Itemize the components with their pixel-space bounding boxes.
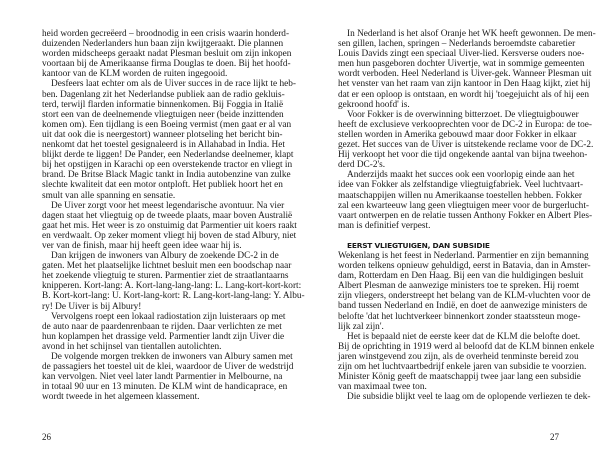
text-line: het zoekende vliegtuig te sturen. Parmentier ziet de straatlantaarns [42, 271, 289, 282]
text-line: sen gillen, lachen, springen – Nederlands beroemdste cabaretier [338, 39, 576, 50]
paragraph [42, 200, 297, 251]
text-line: B. Kort-kort-lang: U. Kort-lang-kort: R. Lang-kort-lang-lang: Y. Albu- [42, 291, 305, 302]
text-line: Albert Plesman de aanwezige ministers toe te spreken. Hij roemt [338, 281, 580, 292]
text-line: de passagiers het toestel uit de klei, waardoor de Uiver de wedstrijd [42, 362, 294, 373]
text-line: belofte 'dat het luchtverkeer binnenkort zonder staatssteun moge- [338, 311, 581, 322]
text-line: zal een kwarteeuw lang geen vliegtuigen meer voor de burgerlucht- [338, 200, 589, 211]
paragraph [42, 29, 292, 80]
text-line: blijkt derde te liggen! De Pander, een Nederlandse deelnemer, klapt [42, 150, 294, 161]
text-line: worden midscheeps geraakt nadat Plesman besluit om zijn inkopen [42, 49, 292, 60]
section-heading: EERST VLIEGTUIGEN, DAN SUBSIDIE [347, 240, 490, 250]
text-line: man is definitief verpest. [338, 220, 431, 231]
text-line: zijn om het luchtvaartbedrijf enkele jaren van subsidie te voorzien. [338, 362, 587, 372]
text-line: dagen staat het vliegtuig op de tweede plaats, maar boven Australië [42, 210, 293, 221]
text-line: wordt tweede in het algemeen klassement. [42, 392, 200, 403]
text-line: worden telkens opnieuw gehuldigd, eerst in Batavia, dan in Amster- [338, 261, 591, 272]
paragraph [42, 79, 296, 201]
page-number-left: 26 [42, 432, 51, 442]
text-line: idee van Fokker als zelfstandige vliegtuigfabriek. Veel luchtvaart- [338, 180, 584, 191]
text-line: De Uiver zorgt voor het meest legendarische avontuur. Na vier [51, 200, 285, 211]
text-line: de auto naar de paardenrenbaan te rijden. Daar verlichten ze met [42, 321, 282, 332]
text-line: gaat het mis. Het weer is zo onstuimig dat Parmentier uit koers raakt [42, 220, 297, 231]
text-line: stellen worden in Amerika gebouwd maar door Fokker in elkaar [338, 129, 577, 140]
text-line: wordt verboden. Heel Nederland is Uiver-gek. Wanneer Plesman uit [338, 69, 592, 80]
text-line: men hun pasgeboren dochter Uivertje, wat in sommige gemeenten [338, 59, 585, 70]
paragraph [338, 109, 594, 171]
text-line: gekroond hoofd' is. [338, 99, 410, 110]
text-line: terd, terwijl flarden informatie binnenkomen. Bij Foggia in Italië [42, 99, 284, 110]
paragraph [42, 352, 294, 403]
text-line: ver van de finish, maar hij heeft geen idee waar hij is. [42, 240, 242, 251]
text-line: komen om). Een tijdlang is een Boeing vermist (men gaat er al van [42, 119, 292, 130]
text-line: Anderzijds maakt het succes ook een voorlopig einde aan het [347, 170, 575, 181]
paragraph [42, 311, 286, 352]
right-page-text [338, 29, 596, 403]
text-line: Die subsidie blijkt veel te laag om de oplopende verliezen te dek- [347, 392, 591, 403]
text-line: gaten. Met het plaatselijke lichtnet besluit men een boodschap naar [42, 261, 292, 272]
text-line: en verdwaalt. Op zeker moment vliegt hij boven de stad Albury, niet [42, 230, 297, 241]
text-line: maatschappijen willen nu Amerikaanse toestellen hebben. Fokker [338, 190, 582, 201]
text-line: avond in het schijnsel van tientallen autolichten. [42, 341, 222, 352]
text-line: Vervolgens roept een lokaal radiostation zijn luisteraars op met [51, 311, 286, 322]
paragraph [338, 392, 591, 403]
text-line: Dan krijgen de inwoners van Albury de zoekende DC-2 in de [51, 251, 279, 262]
text-line: zijn vliegers, onderstreept het belang van de KLM-vluchten voor de [338, 291, 591, 302]
text-line: De volgende morgen trekken de inwoners van Albury samen met [51, 352, 293, 362]
paragraph [338, 29, 596, 110]
text-line: dam, Rotterdam en Den Haag. Bij een van die huldigingen besluit [338, 271, 584, 282]
paragraph [338, 170, 593, 231]
text-line: ben. Dagenlang zit het Nederlandse publiek aan de radio gekluis- [42, 89, 285, 100]
text-line: van maximaal twee ton. [338, 382, 427, 393]
text-line: In Nederland is het alsof Oranje het WK heeft gewonnen. De men- [347, 29, 596, 39]
text-line: voortaan bij de Amerikaanse firma Douglas te doen. Bij het hoofd- [42, 59, 291, 70]
text-line: duizenden Nederlanders hun baan zijn kwijtgeraakt. Die plannen [42, 39, 284, 50]
text-line: kantoor van de KLM worden de ruiten ingegooid. [42, 69, 228, 80]
text-line: band tussen Nederland en Indië, en doet de aanwezige ministers de [338, 301, 588, 312]
text-line: hun koplampen het drassige veld. Parmentier landt zijn Uiver die [42, 331, 285, 342]
text-line: in totaal 90 uur en 13 minuten. De KLM wint de handicaprace, en [42, 382, 288, 393]
left-page-text [42, 29, 305, 403]
text-line: vaart ontwerpen en de relatie tussen Anthony Fokker en Albert Ples- [338, 210, 593, 221]
text-line: slechte kwaliteit dat een motor ontploft. Het publiek hoort het en [42, 180, 283, 191]
text-line: smult van alle spanning en sensatie. [42, 190, 176, 201]
text-line: lijk zal zijn'. [338, 321, 384, 332]
paragraph [338, 331, 595, 393]
text-line: het venster van het raam van zijn kantoor in Den Haag kijkt, ziet hij [338, 79, 591, 90]
text-line: brand. De Britse Black Magic tankt in India autobenzine van zulke [42, 170, 291, 181]
paragraph [338, 250, 591, 332]
text-line: derd DC-2's. [338, 160, 386, 171]
text-line: Voor Fokker is de overwinning bitterzoet. De vliegtuigbouwer [347, 109, 579, 120]
text-line: Minister König geeft de maatschappij twee jaar lang een subsidie [338, 372, 581, 383]
text-line: gezet. Het succes van de Uiver is uitstekende reclame voor de DC-2. [338, 140, 594, 151]
text-line: Wekenlang is het feest in Nederland. Parmentier en zijn bemanning [338, 250, 589, 261]
text-line: nenkomt dat het toestel gesignaleerd is in Allahabad in India. Het [42, 140, 285, 151]
text-line: uit dat ook die is neergestort) wanneer plotseling het bericht bin- [42, 129, 283, 140]
text-line: Desfeers laat echter om als de Uiver succes in de race lijkt te heb- [51, 79, 296, 90]
page-number-right: 27 [550, 432, 559, 442]
text-line: jaren winstgevend zou zijn, als de overheid tenminste bereid zou [338, 351, 579, 362]
text-line: bij het opstijgen in Karachi op een overstekende tractor en vliegt in [42, 160, 293, 171]
text-line: Hij verkoopt het voor die tijd ongekende aantal van bijna tweehon- [338, 150, 588, 161]
text-line: Het is bepaald niet de eerste keer dat de KLM die belofte doet. [347, 331, 581, 342]
paragraph [42, 251, 305, 312]
text-line: stort een van de deelnemende vliegtuigen neer (beide inzittenden [42, 109, 284, 120]
text-line: ry! De Uiver is bij Albury! [42, 301, 142, 312]
text-line: knipperen. Kort-lang: A. Kort-lang-lang-lang: L. Lang-kort-kort-kort: [42, 281, 302, 292]
text-line: kan vervolgen. Niet veel later landt Parmentier in Melbourne, na [42, 372, 283, 383]
text-line: Bij de oprichting in 1919 werd al beloofd dat de KLM binnen enkele [338, 341, 595, 352]
text-line: heeft de exclusieve verkooprechten voor de DC-2 in Europa: de toe- [338, 119, 593, 130]
text-line: heid worden gecreëerd – broodnodig in een crisis waarin honderd- [42, 29, 290, 39]
text-line: Louis Davids zingt een speciaal Uiver-lied. Kersverse ouders noe- [338, 49, 585, 60]
text-line: dat er een oploop is ontstaan, en wordt hij 'toegejuicht als of hij een [338, 89, 590, 100]
